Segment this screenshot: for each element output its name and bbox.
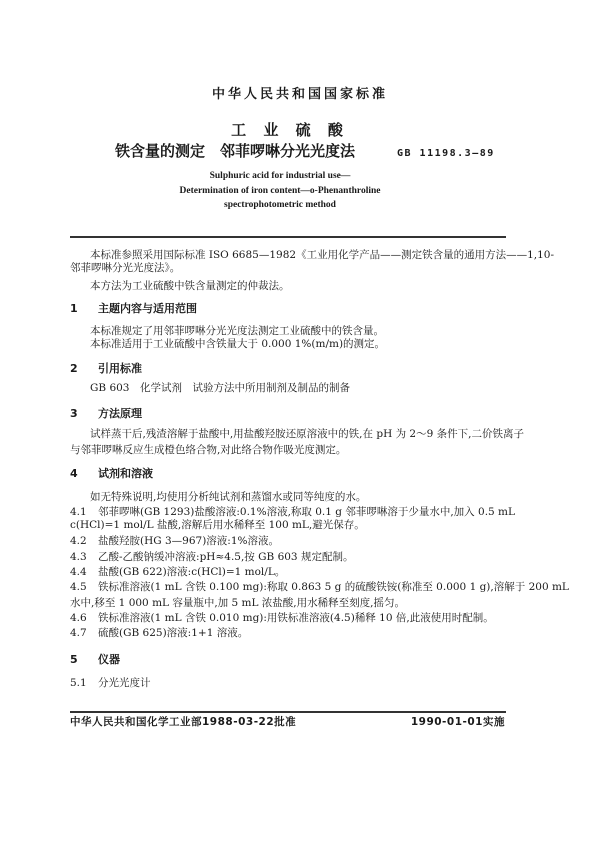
section-title: 引用标准 xyxy=(98,362,142,375)
item-text: 邻菲啰啉(GB 1293)盐酸溶液:0.1%溶液,称取 0.1 g 邻菲啰啉溶于少量水中,加入 0.5 mL xyxy=(98,506,515,518)
item-text: 分光光度计 xyxy=(98,677,151,689)
reagent-item xyxy=(70,535,279,548)
item-number: 5.1 xyxy=(70,677,87,689)
section-5-heading xyxy=(70,653,120,666)
english-title-1: Sulphuric acid for industrial use— xyxy=(209,171,351,181)
title-line-1: 工 业 硫 酸 xyxy=(231,121,349,139)
reagent-item xyxy=(70,566,285,579)
intro-line: 本方法为工业硫酸中铁含量测定的仲裁法。 xyxy=(90,280,290,292)
intro-line: 本标准参照采用国际标准 ISO 6685—1982《工业用化学产品——测定铁含量的通用方法——1,10- xyxy=(90,249,554,261)
section-title: 仪器 xyxy=(98,653,120,666)
body-line: 与邻菲啰啉反应生成橙色络合物,对此络合物作吸光度测定。 xyxy=(70,444,347,456)
header-divider xyxy=(70,236,506,238)
instrument-item xyxy=(70,677,151,690)
reagent-item-continued: c(HCl)=1 mol/L 盐酸,溶解后用水稀释至 100 mL,避光保存。 xyxy=(70,519,365,531)
section-number: 4 xyxy=(70,467,78,480)
item-number: 4.4 xyxy=(70,566,87,578)
item-text: 铁标准溶液(1 mL 含铁 0.100 mg):称取 0.863 5 g 的硫酸铁铵(称准至 0.000 1 g),溶解于 200 mL xyxy=(98,581,569,593)
section-number: 1 xyxy=(70,302,78,315)
title-line-2: 铁含量的测定 邻菲啰啉分光光度法 xyxy=(115,142,356,160)
item-number: 4.3 xyxy=(70,551,87,563)
reagent-item xyxy=(70,612,494,625)
reagent-item xyxy=(70,581,569,594)
standard-number: GB 11198.3—89 xyxy=(397,148,495,159)
body-line: 本标准规定了用邻菲啰啉分光光度法测定工业硫酸中的铁含量。 xyxy=(90,325,384,337)
approval-note: 中华人民共和国化学工业部1988-03-22批准 xyxy=(70,716,297,728)
reagent-item xyxy=(70,551,353,564)
reagent-item xyxy=(70,506,515,519)
section-title: 试剂和溶液 xyxy=(98,467,153,480)
section-title: 方法原理 xyxy=(98,407,142,420)
section-1-heading xyxy=(70,302,197,315)
body-line: 如无特殊说明,均使用分析纯试剂和蒸馏水或同等纯度的水。 xyxy=(90,491,367,503)
item-number: 4.5 xyxy=(70,581,87,593)
footer-divider xyxy=(70,711,506,713)
item-number: 4.2 xyxy=(70,535,87,547)
english-title-3: spectrophotometric method xyxy=(224,200,336,210)
section-title: 主题内容与适用范围 xyxy=(98,302,197,315)
body-line: GB 603 化学试剂 试验方法中所用制剂及制品的制备 xyxy=(90,382,350,394)
item-number: 4.7 xyxy=(70,627,87,639)
body-line: 本标准适用于工业硫酸中含铁量大于 0.000 1%(m/m)的测定。 xyxy=(90,338,386,350)
body-line: 试样蒸干后,残渣溶解于盐酸中,用盐酸羟胺还原溶液中的铁,在 pH 为 2～9 条件下,二价铁离子 xyxy=(90,428,524,440)
item-number: 4.1 xyxy=(70,506,87,518)
section-4-heading xyxy=(70,467,153,480)
item-text: 硫酸(GB 625)溶液:1+1 溶液。 xyxy=(98,627,249,639)
section-number: 5 xyxy=(70,653,78,666)
item-text: 铁标准溶液(1 mL 含铁 0.010 mg):用铁标准溶液(4.5)稀释 10 倍,此液使用时配制。 xyxy=(98,612,494,624)
section-number: 2 xyxy=(70,362,78,375)
item-text: 乙酸-乙酸钠缓冲溶液:pH≈4.5,按 GB 603 规定配制。 xyxy=(98,551,354,563)
reagent-item xyxy=(70,627,248,640)
section-2-heading xyxy=(70,362,142,375)
english-title-2: Determination of iron content—o-Phenanthroline xyxy=(179,186,381,196)
item-number: 4.6 xyxy=(70,612,87,624)
reagent-item-continued: 水中,移至 1 000 mL 容量瓶中,加 5 mL 浓盐酸,用水稀释至刻度,摇匀。 xyxy=(70,597,405,609)
item-text: 盐酸(GB 622)溶液:c(HCl)=1 mol/L。 xyxy=(98,566,286,578)
section-3-heading xyxy=(70,407,142,420)
item-text: 盐酸羟胺(HG 3—967)溶液:1%溶液。 xyxy=(98,535,279,547)
effective-date: 1990-01-01实施 xyxy=(410,716,505,728)
section-number: 3 xyxy=(70,407,78,420)
national-standard-heading: 中华人民共和国国家标准 xyxy=(211,87,388,102)
intro-line: 邻菲啰啉分光光度法》。 xyxy=(70,262,181,274)
